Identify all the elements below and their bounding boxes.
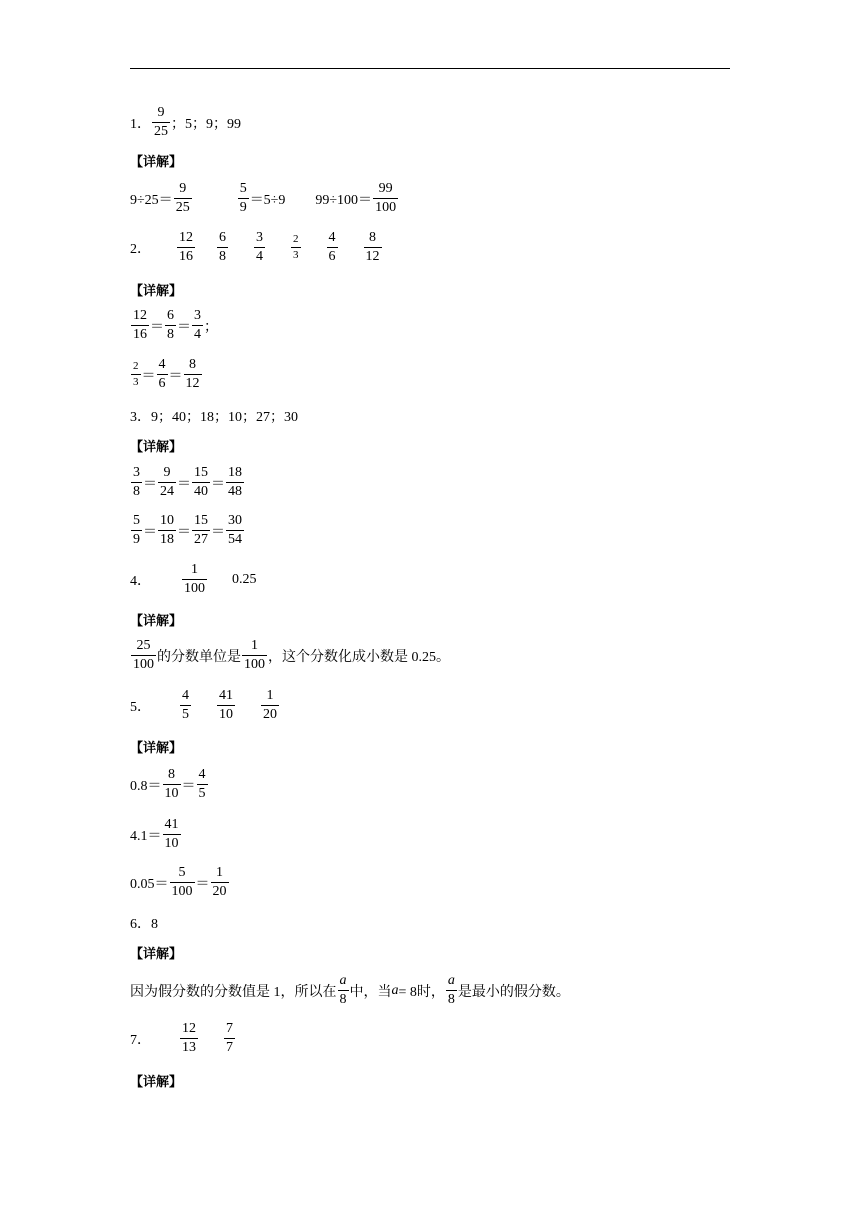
q6-detail: 因为假分数的分数值是 1，所以在 $\frac{a}{8}$ 中，当 a = 8时， $\frac{a}{8}$ 是最小的假分数。 bbox=[130, 973, 570, 1007]
question-number: 5． bbox=[130, 699, 151, 715]
q2-detail-label: 【详解】 bbox=[130, 284, 183, 299]
q3-detail-label: 【详解】 bbox=[130, 440, 183, 455]
q3-detail-2: $\frac{5}{9}$ ＝ $\frac{10}{18}$ ＝ $\frac{15}{27}$ ＝ $\frac{30}{54}$ bbox=[133, 513, 242, 547]
fraction: $\frac{8}{10}$ bbox=[164, 767, 179, 801]
q5-detail-3: 0.05＝ $\frac{5}{100}$ ＝ $\frac{1}{20}$ bbox=[130, 865, 227, 899]
q7-detail-label: 【详解】 bbox=[130, 1075, 183, 1090]
q3-detail-1: $\frac{3}{8}$ ＝ $\frac{9}{24}$ ＝ $\frac{15}{40}$ ＝ $\frac{18}{48}$ bbox=[133, 465, 242, 499]
question-number: 7． bbox=[130, 1032, 151, 1048]
fraction: $\frac{a}{8}$ bbox=[447, 973, 455, 1007]
fraction: $\frac{7}{7}$ bbox=[226, 1021, 233, 1055]
fraction: $\frac{a}{8}$ bbox=[339, 973, 347, 1007]
fraction: $\frac{3}{8}$ bbox=[133, 465, 140, 499]
q3-answer: 3．9；40；18；10；27；30 bbox=[130, 410, 298, 425]
fraction: $\frac{12}{13}$ bbox=[182, 1021, 196, 1055]
fraction: $\frac{30}{54}$ bbox=[228, 513, 242, 547]
q5-detail-2: 4.1＝ $\frac{41}{10}$ bbox=[130, 817, 179, 851]
q1-answer bbox=[130, 106, 241, 139]
q5-detail-label: 【详解】 bbox=[130, 741, 183, 756]
fraction: $\frac{4}{6}$ bbox=[328, 230, 336, 264]
q5-answer bbox=[130, 689, 280, 722]
fraction: $\frac{9}{25}$ bbox=[175, 181, 190, 215]
q2-answer bbox=[130, 231, 383, 264]
fraction: $\frac{12}{16}$ bbox=[133, 308, 147, 342]
fraction: $\frac{3}{4}$ bbox=[256, 230, 263, 264]
fraction: $\frac{4}{6}$ bbox=[158, 357, 166, 391]
q4-detail: $\frac{25}{100}$ 的分数单位是 $\frac{1}{100}$ ，这个分数化成小数是 0.25。 bbox=[133, 638, 450, 672]
q4-answer: 4． $\frac{1}{100}$ 0.25 bbox=[130, 562, 257, 596]
fraction: $\frac{4}{5}$ bbox=[198, 767, 206, 801]
q6-detail-label: 【详解】 bbox=[130, 947, 183, 962]
fraction: $\frac{1}{100}$ bbox=[244, 638, 265, 672]
q2-detail-1: $\frac{12}{16}$ ＝ $\frac{6}{8}$ ＝ $\frac{3}{4}$ ； bbox=[133, 308, 218, 342]
fraction: $\frac{1}{20}$ bbox=[212, 865, 227, 899]
fraction: $\frac{15}{27}$ bbox=[194, 513, 208, 547]
q4-detail-label: 【详解】 bbox=[130, 614, 183, 629]
fraction: $\frac{99}{100}$ bbox=[375, 181, 397, 215]
fraction: $\frac{8}{12}$ bbox=[185, 357, 200, 391]
q7-answer bbox=[130, 1022, 236, 1055]
fraction: $\frac{6}{8}$ bbox=[167, 308, 174, 342]
fraction: $\frac{9}{24}$ bbox=[160, 465, 174, 499]
question-number: 2． bbox=[130, 241, 151, 257]
question-number: 1． bbox=[130, 116, 151, 132]
fraction: $\frac{41}{10}$ bbox=[219, 688, 233, 722]
header-rule bbox=[130, 68, 730, 69]
q6-answer: 6．8 bbox=[130, 917, 158, 932]
fraction: $\frac{18}{48}$ bbox=[228, 465, 242, 499]
fraction: $\frac{8}{12}$ bbox=[365, 230, 380, 264]
fraction: $\frac{5}{9}$ bbox=[239, 181, 247, 215]
fraction: $\frac{41}{10}$ bbox=[164, 817, 179, 851]
fraction: $\frac{5}{9}$ bbox=[133, 513, 140, 547]
fraction: $\frac{1}{100}$ bbox=[184, 562, 205, 596]
fraction: $\frac{9}{25}$ bbox=[154, 105, 168, 139]
q1-detail-label: 【详解】 bbox=[130, 155, 183, 170]
fraction: $\frac{15}{40}$ bbox=[194, 465, 208, 499]
fraction: $\frac{25}{100}$ bbox=[133, 638, 154, 672]
fraction: $\frac{2}{3}$ bbox=[293, 233, 299, 261]
question-number: 4． bbox=[130, 573, 151, 589]
fraction: $\frac{10}{18}$ bbox=[160, 513, 174, 547]
q5-detail-1: 0.8＝ $\frac{8}{10}$ ＝ $\frac{4}{5}$ bbox=[130, 767, 206, 801]
fraction: $\frac{4}{5}$ bbox=[182, 688, 189, 722]
fraction: $\frac{2}{3}$ bbox=[133, 360, 139, 388]
fraction: $\frac{12}{16}$ bbox=[179, 230, 193, 264]
fraction: $\frac{5}{100}$ bbox=[171, 865, 193, 899]
fraction: $\frac{3}{4}$ bbox=[194, 308, 201, 342]
fraction: $\frac{1}{20}$ bbox=[263, 688, 277, 722]
q1-detail: 9÷25＝ $\frac{9}{25}$ $\frac{5}{9}$ ＝5÷9 99÷100＝ $\frac{99}{100}$ bbox=[130, 181, 397, 215]
fraction: $\frac{6}{8}$ bbox=[219, 230, 226, 264]
answer-text: ；5；9；99 bbox=[171, 116, 241, 132]
q2-detail-2: $\frac{2}{3}$ ＝ $\frac{4}{6}$ ＝ $\frac{8}{12}$ bbox=[133, 357, 200, 391]
